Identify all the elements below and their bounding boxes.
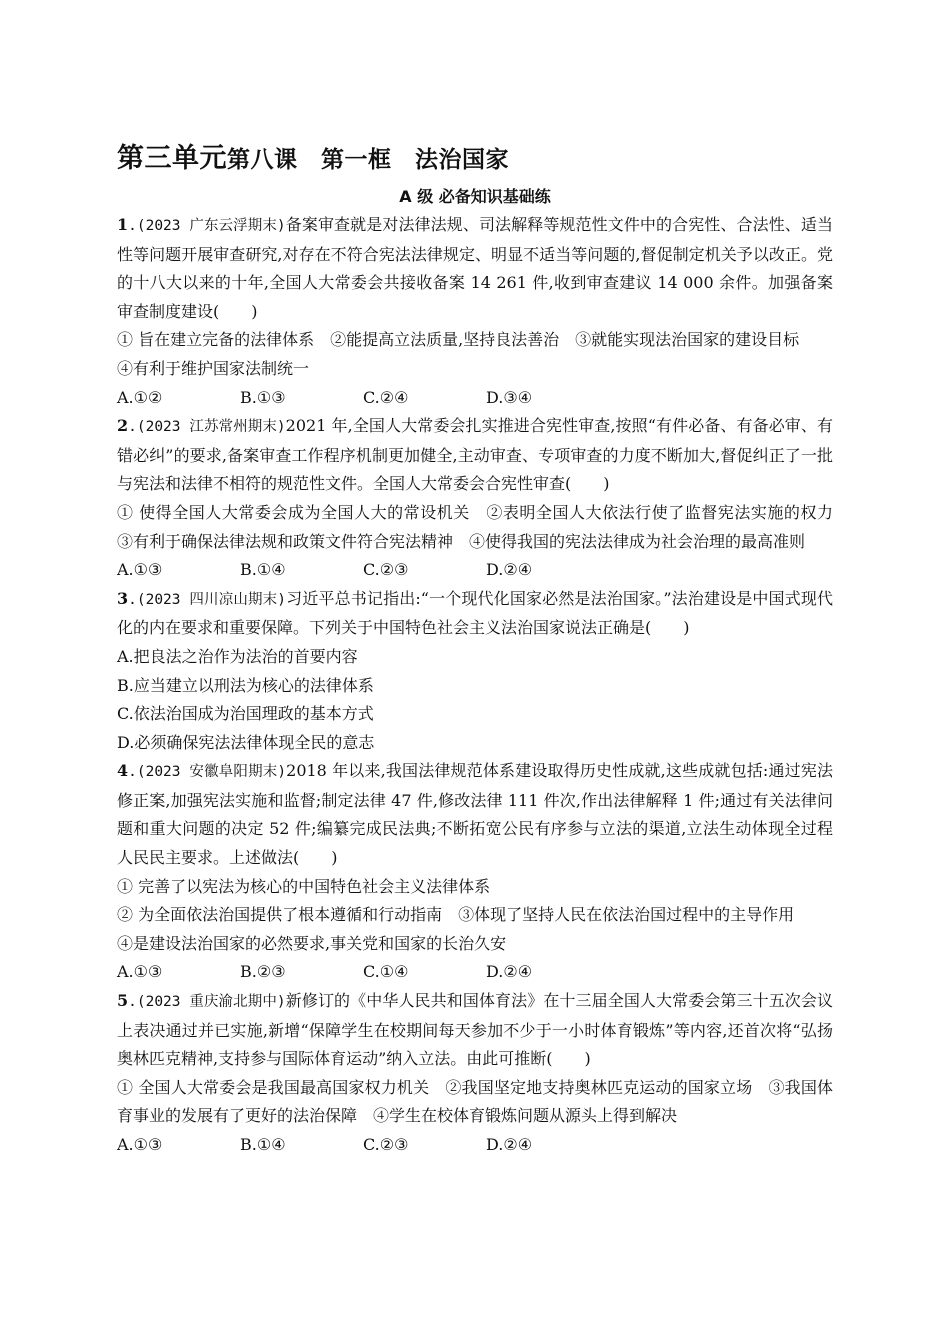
question-text: 新修订的《中华人民共和国体育法》在十三届全国人大常委会第三十五次会议上表决通过并已实施,新增“保障学生在校期间每天参加不少于一小时体育锻炼”等内容,还首次将“弘扬奥林匹克精神,支持参与国际体育运动”纳入立法。由此可推断( ) [117,991,833,1069]
question-2 [117,412,850,585]
question-source: .(2023 安徽阜阳期末) [128,764,287,781]
question-3 [117,585,833,758]
option-a[interactable]: A.①③ [117,962,163,982]
question-source: .(2023 重庆渝北期中) [128,994,286,1011]
question-source: .(2023 江苏常州期末) [128,419,286,436]
question-text: 2018 年以来,我国法律规范体系建设取得历史性成就,这些成就包括:通过宪法修正案,加强宪法实施和监督;制定法律 47 件,修改法律 111 件次,作出法律解释 1 件;通过有关法律问题和重大问题的决定 52 件;编纂完成民法典;不断拓宽公民有序参与立法的渠道,立法生动体现全过程人民民主要求。上述做法( ) [117,761,833,868]
option-d[interactable]: D.③④ [486,387,533,407]
statement-line: ① 全国人大常委会是我国最高国家权力机关 ②我国坚定地支持奥林匹克运动的国家立场 ③我国体育事业的发展有了更好的法治保障 ④学生在校体育锻炼问题从源头上得到解决 [117,1077,833,1126]
answer-options [117,384,833,413]
statement-line: ④是建设法治国家的必然要求,事关党和国家的长治久安 [117,933,507,953]
option-d[interactable]: D.②④ [486,560,533,580]
option-b[interactable]: B.②③ [240,962,286,982]
question-source: .(2023 广东云浮期末) [128,218,286,234]
statement-line: ② 为全面依法治国提供了根本遵循和行动指南 ③体现了坚持人民在依法治国过程中的主导作用 [117,905,795,925]
answer-options [117,556,833,585]
statement-line: ① 完善了以宪法为核心的中国特色社会主义法律体系 [117,876,491,896]
question-stem [117,757,833,872]
question-stem [117,585,833,643]
option-c[interactable]: C.依法治国成为治国理政的基本方式 [117,704,374,724]
option-c[interactable]: C.①④ [363,962,409,982]
option-a[interactable]: A.①③ [117,1135,163,1154]
question-1 [117,211,833,412]
question-text: 备案审查就是对法律法规、司法解释等规范性文件中的合宪性、合法性、适当性等问题开展审查研究,对存在不符合宪法法律规定、明显不适当等问题的,督促制定机关予以改正。党的十八大以来的十年,全国人大常委会共接收备案 14 261 件,收到审查建议 14 000 余件。加强备案审查制度建设( ) [117,215,833,321]
statement-line: ① 旨在建立完备的法律体系 ②能提高立法质量,坚持良法善治 ③就能实现法治国家的建设目标 [117,330,800,350]
question-stem [117,211,833,326]
question-number: 4 [117,761,129,781]
question-stem [117,412,833,499]
answer-options [117,1131,833,1160]
option-b[interactable]: B.①④ [240,1135,286,1154]
option-b[interactable]: B.①③ [240,387,286,407]
answer-options [117,958,833,987]
page-title [117,142,833,177]
section-heading: A 级 必备知识基础练 [399,187,551,206]
question-number: 2 [117,416,129,436]
statement-line: ① 使得全国人大常委会成为全国人大的常设机关 ②表明全国人大依法行使了监督宪法实施的权力 ③有利于确保法律法规和政策文件符合宪法精神 ④使得我国的宪法法律成为社会治理的最高准则 [117,502,850,551]
unit-title: 第三单元 [117,143,227,174]
question-number: 5 [117,991,129,1011]
question-text: 习近平总书记指出:“一个现代化国家必然是法治国家。”法治建设是中国式现代化的内在要求和重要保障。下列关于中国特色社会主义法治国家说法正确是( ) [117,588,833,638]
lesson-title: 第八课 第一框 法治国家 [227,147,509,173]
question-number: 1 [117,215,129,234]
option-b[interactable]: B.应当建立以刑法为核心的法律体系 [117,675,374,695]
question-source: .(2023 四川凉山期末) [128,591,287,608]
question-4 [117,757,833,987]
question-5 [117,987,833,1160]
option-d[interactable]: D.必须确保宪法法律体现全民的意志 [117,732,375,752]
statement-line: ④有利于维护国家法制统一 [117,358,310,378]
option-c[interactable]: C.②④ [363,387,409,407]
option-c[interactable]: C.②③ [363,1135,409,1154]
option-a[interactable]: A.把良法之治作为法治的首要内容 [117,646,358,666]
question-number: 3 [117,588,129,608]
option-a[interactable]: A.①③ [117,560,163,580]
question-text: 2021 年,全国人大常委会扎实推进合宪性审查,按照“有件必备、有备必审、有错必纠”的要求,备案审查工作程序机制更加健全,主动审查、专项审查的力度不断加大,督促纠正了一批与宪法和法律不相符的规范性文件。全国人大常委会合宪性审查( ) [117,416,833,494]
question-stem [117,987,833,1074]
option-b[interactable]: B.①④ [240,560,286,580]
option-d[interactable]: D.②④ [486,1135,533,1154]
option-c[interactable]: C.②③ [363,560,409,580]
option-d[interactable]: D.②④ [486,962,533,982]
option-a[interactable]: A.①② [117,387,163,407]
